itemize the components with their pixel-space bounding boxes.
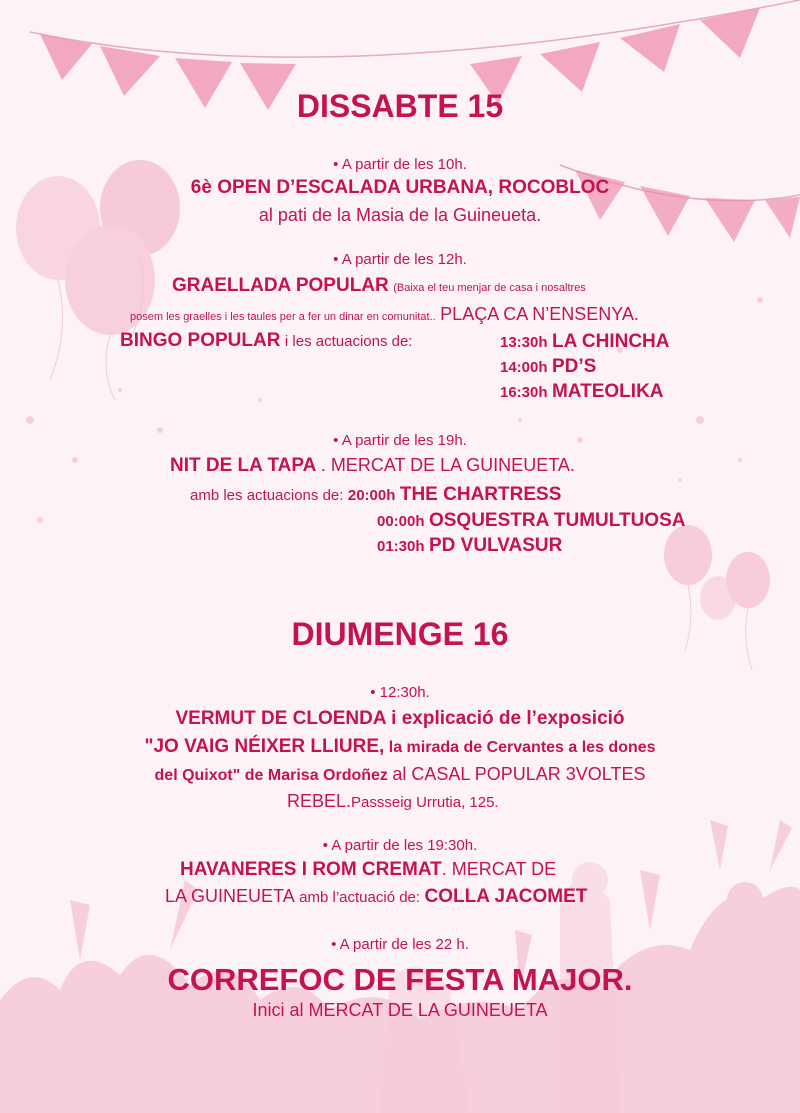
sun-ev2-line1: HAVANERES I ROM CREMAT. MERCAT DE (180, 859, 557, 880)
sun-ev1-line4: REBEL.Passseig Urrutia, 125. (287, 791, 499, 811)
sun-ev2-time: • A partir de les 19:30h. (322, 837, 478, 854)
sat-ev1-place: al pati de la Masia de la Guineueta. (258, 205, 542, 225)
sat-ev1-title: 6è OPEN D’ESCALADA URBANA, ROCOBLOC (190, 177, 610, 198)
sun-ev1-time: • 12:30h. (370, 684, 430, 701)
sun-ev2-title: HAVANERES I ROM CREMAT (180, 859, 442, 880)
sat-ev2-note1: (Baixa el teu menjar de casa i nosaltres (393, 282, 586, 294)
sun-ev3-place: Inici al MERCAT DE LA GUINEUETA (252, 1000, 548, 1020)
sun-ev3-time: • A partir de les 22 h. (331, 936, 469, 953)
sat-ev2-line1 (172, 275, 586, 297)
sat-ev1-time: • A partir de les 10h. (333, 156, 467, 173)
sun-ev3-title: CORREFOC DE FESTA MAJOR. (167, 962, 633, 997)
sun-ev1-line1: VERMUT DE CLOENDA i explicació de l’exposició (175, 708, 625, 729)
sat-ev2-act-3: 16:30h MATEOLIKA (500, 381, 664, 402)
sat-ev3-act-1: amb les actuacions de: 20:00h THE CHARTRESS (190, 484, 562, 505)
sat-bingo: BINGO POPULAR (120, 330, 281, 351)
sat-ev2-note2: posem les graelles i les taules per a fer un dinar en comunitat.. (130, 311, 436, 323)
sat-ev3-intro: amb les actuacions de: (190, 487, 344, 504)
sat-ev2-act-1: 13:30h LA CHINCHA (500, 331, 670, 352)
saturday-title: DISSABTE 15 (296, 88, 504, 124)
sunday-title: DIUMENGE 16 (291, 616, 509, 652)
sat-ev2-place: PLAÇA CA N’ENSENYA. (440, 304, 639, 324)
sat-ev3-act-2: 00:00h OSQUESTRA TUMULTUOSA (377, 510, 686, 531)
sat-ev2-line2 (130, 304, 639, 325)
sat-ev2-title: GRAELLADA POPULAR (172, 275, 389, 296)
sat-ev2-time: • A partir de les 12h. (333, 251, 467, 268)
sun-ev1-line3: del Quixot" de Marisa Ordoñez al CASAL POPULAR 3VOLTES (154, 764, 646, 784)
sat-ev3-title: NIT DE LA TAPA (170, 455, 317, 476)
sat-ev3-place: . MERCAT DE LA GUINEUETA. (320, 455, 575, 475)
sat-ev2-act-2: 14:00h PD’S (500, 356, 597, 377)
sat-bingo-join: i les actuacions de: (284, 333, 413, 350)
sun-ev1-line2: "JO VAIG NÉIXER LLIURE, la mirada de Cervantes a les dones (144, 736, 656, 757)
sat-ev3-time: • A partir de les 19h. (333, 432, 467, 449)
sat-ev3-act-3: 01:30h PD VULVASUR (377, 535, 563, 556)
sat-ev3-line1 (170, 455, 575, 477)
sat-ev2-bingo-line (120, 330, 412, 352)
sun-ev2-line2: LA GUINEUETA amb l’actuació de: COLLA JACOMET (165, 886, 588, 907)
